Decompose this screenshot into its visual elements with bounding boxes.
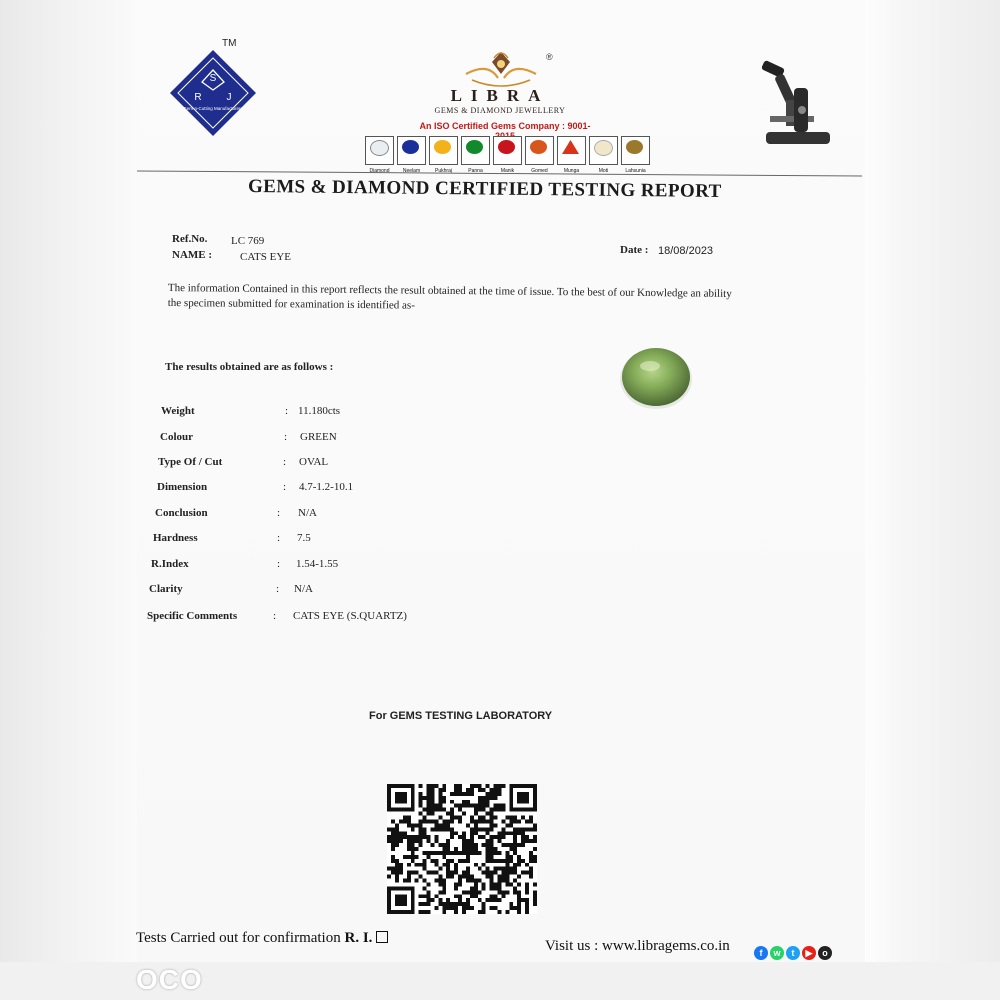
iso-certification: An ISO Certified Gems Company : 9001- bbox=[419, 121, 591, 131]
gem-tile-munga bbox=[557, 136, 586, 174]
background-right bbox=[865, 0, 1000, 1000]
field-separator: : bbox=[285, 405, 289, 417]
gem-stone-icon bbox=[402, 140, 419, 154]
youtube-icon[interactable]: ▶ bbox=[802, 946, 816, 960]
gem-stone-icon bbox=[498, 140, 515, 154]
name-value: CATS EYE bbox=[240, 251, 292, 263]
tests-confirmation bbox=[136, 930, 388, 947]
field-label: Specific Comments bbox=[147, 610, 238, 622]
registered-mark: ® bbox=[546, 52, 553, 62]
srj-logo bbox=[168, 48, 258, 138]
gem-stone-icon bbox=[530, 140, 547, 154]
gem-tile-lahsunia bbox=[621, 136, 650, 174]
gem-label: Panna bbox=[468, 168, 483, 174]
gem-label: Pukhraj bbox=[435, 168, 452, 174]
field-label: Weight bbox=[161, 405, 195, 417]
gem-tile-neelam bbox=[397, 136, 426, 174]
field-label: Clarity bbox=[149, 583, 183, 595]
field-value: N/A bbox=[294, 583, 313, 595]
srj-letter-r: R bbox=[194, 92, 202, 103]
checkbox-icon bbox=[376, 931, 388, 943]
background-left bbox=[0, 0, 137, 1000]
date-label: Date : bbox=[620, 244, 649, 256]
facebook-icon[interactable]: f bbox=[754, 946, 768, 960]
camera-watermark: OCO bbox=[136, 964, 203, 995]
gem-stone-icon bbox=[594, 140, 613, 156]
brand-name: LIBRA bbox=[450, 86, 550, 105]
gem-label: Gomed bbox=[531, 168, 548, 174]
field-value: 1.54-1.55 bbox=[296, 558, 339, 570]
gem-tile-moti bbox=[589, 136, 618, 174]
trademark-mark: TM bbox=[222, 38, 237, 49]
field-label: Type Of / Cut bbox=[158, 456, 223, 468]
field-value: OVAL bbox=[299, 456, 329, 468]
srj-letter-j: J bbox=[226, 92, 232, 103]
field-value: GREEN bbox=[300, 431, 337, 443]
srj-tagline: Gem-n-Cutting Manufacturers bbox=[183, 106, 243, 111]
gem-label: Moti bbox=[598, 168, 609, 174]
twitter-icon[interactable]: t bbox=[786, 946, 800, 960]
gem-label: Neelam bbox=[402, 168, 421, 174]
field-value: 7.5 bbox=[297, 532, 311, 544]
field-separator: : bbox=[273, 610, 277, 622]
gem-label: Lahsunia bbox=[625, 168, 646, 174]
field-label: Colour bbox=[160, 431, 193, 443]
gem-label: Munga bbox=[563, 168, 580, 174]
srj-letter-s: S bbox=[209, 73, 217, 84]
field-separator: : bbox=[276, 583, 280, 595]
ref-value: LC 769 bbox=[231, 235, 265, 247]
field-value: 11.180cts bbox=[298, 405, 341, 417]
gem-stone-icon bbox=[370, 140, 389, 156]
field-separator: : bbox=[277, 558, 281, 570]
field-separator: : bbox=[277, 507, 281, 519]
field-value: CATS EYE (S.QUARTZ) bbox=[293, 610, 407, 622]
laboratory-signature-label: For GEMS TESTING LABORATORY bbox=[369, 710, 553, 722]
tests-text: Tests Carried out for confirmation bbox=[136, 930, 341, 946]
field-value: N/A bbox=[298, 507, 317, 519]
qr-code[interactable] bbox=[386, 784, 538, 914]
instagram-icon[interactable]: o bbox=[818, 946, 832, 960]
gem-strip bbox=[365, 136, 650, 174]
gem-stone-icon bbox=[562, 140, 579, 154]
gem-tile-panna bbox=[461, 136, 490, 174]
gemstone-photo bbox=[616, 344, 696, 410]
field-separator: : bbox=[284, 431, 288, 443]
gem-tile-gomed bbox=[525, 136, 554, 174]
gem-label: Manik bbox=[500, 168, 515, 174]
field-label: Dimension bbox=[157, 481, 208, 493]
field-separator: : bbox=[283, 481, 287, 493]
date-value: 18/08/2023 bbox=[658, 245, 714, 257]
field-label: Hardness bbox=[153, 532, 198, 544]
field-separator: : bbox=[277, 532, 281, 544]
whatsapp-icon[interactable]: w bbox=[770, 946, 784, 960]
field-label: Conclusion bbox=[155, 507, 208, 519]
microscope-icon bbox=[760, 60, 834, 148]
intro-text: The information Contained in this report reflects the result obtained at the time of issue. To the best of our Knowledge an ability the specimen submitted for examination is identified as- bbox=[167, 281, 732, 312]
tests-ri: R. I. bbox=[344, 930, 373, 946]
field-label: R.Index bbox=[151, 558, 189, 570]
ref-label: Ref.No. bbox=[172, 233, 208, 245]
name-label: NAME : bbox=[172, 249, 213, 261]
gem-tile-manik bbox=[493, 136, 522, 174]
field-value: 4.7-1.2-10.1 bbox=[299, 481, 354, 493]
results-heading: The results obtained are as follows : bbox=[165, 361, 334, 373]
gem-stone-icon bbox=[434, 140, 451, 154]
brand-subtitle: GEMS & DIAMOND JEWELLERY bbox=[434, 106, 566, 115]
field-separator: : bbox=[283, 456, 287, 468]
gem-stone-icon bbox=[466, 140, 483, 154]
website-text[interactable]: Visit us : www.libragems.co.in bbox=[545, 938, 730, 954]
social-icons bbox=[754, 946, 832, 960]
report-title: GEMS & DIAMOND CERTIFIED TESTING REPORT bbox=[247, 176, 722, 202]
gem-stone-icon bbox=[626, 140, 643, 154]
gem-tile-diamond bbox=[365, 136, 394, 174]
gem-tile-pukhraj bbox=[429, 136, 458, 174]
gem-label: Diamond bbox=[369, 168, 390, 174]
